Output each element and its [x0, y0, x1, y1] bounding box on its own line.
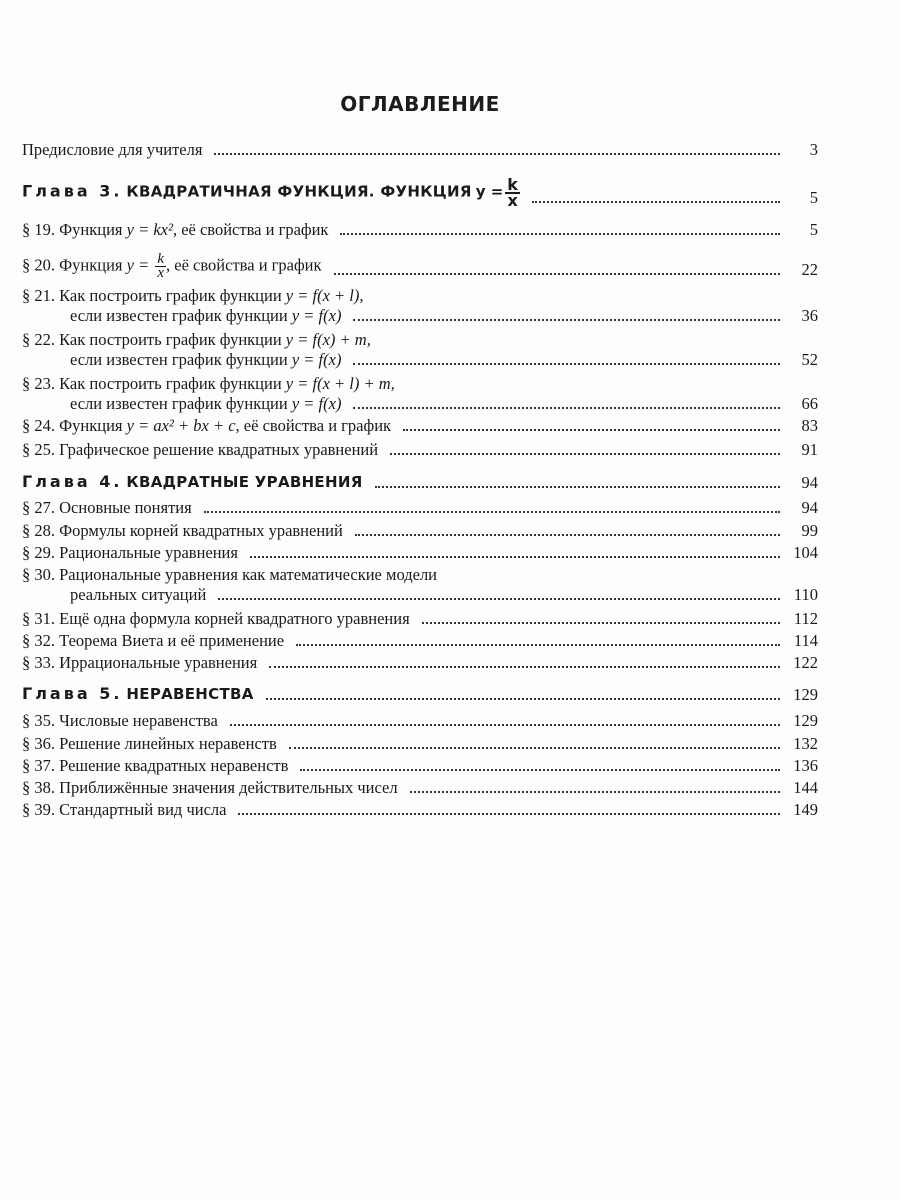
section-number: § 21. — [22, 286, 55, 305]
page-number: 112 — [793, 609, 818, 628]
leader-dots — [410, 791, 780, 793]
leader-dots — [532, 201, 780, 203]
page-number: 52 — [801, 350, 818, 369]
entry-text: Функция — [59, 220, 123, 239]
toc-entry-s38[interactable] — [22, 778, 818, 798]
toc-entry-s39[interactable] — [22, 800, 818, 820]
entry-label: Приближённые значения действительных чисел — [59, 778, 398, 797]
section-number: § 28. — [22, 521, 55, 540]
section-number: § 39. — [22, 800, 55, 819]
page-number: 36 — [801, 306, 818, 325]
toc-chapter-3[interactable] — [22, 175, 818, 210]
page-number: 136 — [793, 756, 818, 775]
toc-entry-preface[interactable] — [22, 140, 818, 160]
toc-entry-s27[interactable] — [22, 498, 818, 518]
leader-dots — [250, 556, 780, 558]
entry-text: , её свойства и график — [172, 220, 329, 239]
leader-dots — [353, 363, 780, 365]
section-number: § 32. — [22, 631, 55, 650]
entry-text: Как построить график функции — [59, 374, 282, 393]
toc-entry-s28[interactable] — [22, 521, 818, 541]
chapter-number: Глава 5. — [22, 684, 123, 703]
chapter-number: Глава 4. — [22, 472, 123, 491]
leader-dots — [214, 153, 780, 155]
section-number: § 30. — [22, 565, 55, 584]
leader-dots — [230, 724, 780, 726]
page-number: 22 — [801, 260, 818, 279]
page-number: 114 — [793, 631, 818, 650]
toc-entry-s23[interactable] — [22, 374, 818, 414]
section-number: § 31. — [22, 609, 55, 628]
page-number: 129 — [793, 711, 818, 730]
toc-entry-s19[interactable] — [22, 220, 818, 240]
formula: y = f(x + l), — [285, 286, 364, 305]
page-number: 91 — [801, 440, 818, 459]
entry-label: Теорема Виета и её применение — [59, 631, 285, 650]
entry-label: Рациональные уравнения — [59, 543, 238, 562]
leader-dots — [390, 453, 780, 455]
leader-dots — [355, 534, 780, 536]
toc-entry-s22[interactable] — [22, 330, 818, 370]
page-number: 3 — [809, 140, 818, 159]
page-number: 5 — [809, 220, 818, 239]
section-number: § 20. — [22, 255, 55, 275]
leader-dots — [204, 511, 780, 513]
entry-text: если известен график функции — [70, 306, 288, 325]
formula: y = kx² — [126, 220, 173, 239]
section-number: § 19. — [22, 220, 55, 239]
page-number: 149 — [793, 800, 818, 819]
chapter-title: НЕРАВЕНСТВА — [126, 685, 254, 703]
entry-text: реальных ситуаций — [70, 585, 207, 604]
page-number: 94 — [801, 498, 818, 517]
formula-lhs: y = — [126, 255, 150, 275]
chapter-number: Глава 3. — [22, 181, 123, 201]
entry-text: Функция — [59, 416, 123, 435]
leader-dots — [266, 698, 780, 700]
entry-text: , её свойства и график — [235, 416, 392, 435]
entry-label: Предисловие для учителя — [22, 140, 203, 159]
entry-text: если известен график функции — [70, 394, 288, 413]
toc-chapter-4[interactable] — [22, 472, 818, 493]
entry-text: , её свойства и график — [166, 255, 322, 275]
section-number: § 36. — [22, 734, 55, 753]
entry-label: Решение квадратных неравенств — [59, 756, 289, 775]
leader-dots — [334, 273, 780, 275]
page-number: 104 — [793, 543, 818, 562]
entry-text: если известен график функции — [70, 350, 288, 369]
page-number: 83 — [801, 416, 818, 435]
toc-entry-s35[interactable] — [22, 711, 818, 731]
toc-entry-s24[interactable] — [22, 416, 818, 436]
section-number: § 27. — [22, 498, 55, 517]
toc-entry-s33[interactable] — [22, 653, 818, 673]
section-number: § 38. — [22, 778, 55, 797]
entry-label: Графическое решение квадратных уравнений — [59, 440, 379, 459]
entry-label: Числовые неравенства — [59, 711, 218, 730]
leader-dots — [289, 747, 780, 749]
toc-chapter-5[interactable] — [22, 684, 818, 705]
leader-dots — [300, 769, 780, 771]
toc-entry-s30[interactable] — [22, 565, 818, 605]
entry-text: Рациональные уравнения как математические модели — [59, 565, 438, 584]
page-number: 132 — [793, 734, 818, 753]
page-number: 5 — [809, 188, 818, 207]
entry-text: Функция — [59, 255, 123, 275]
entry-text: Как построить график функции — [59, 330, 282, 349]
section-number: § 33. — [22, 653, 55, 672]
section-number: § 35. — [22, 711, 55, 730]
toc-entry-s21[interactable] — [22, 286, 818, 326]
formula: y = f(x) + m, — [285, 330, 371, 349]
toc-entry-s29[interactable] — [22, 543, 818, 563]
chapter-title: КВАДРАТНЫЕ УРАВНЕНИЯ — [126, 473, 363, 491]
leader-dots — [353, 407, 780, 409]
formula: y = f(x) — [291, 350, 342, 369]
page-number: 122 — [793, 653, 818, 672]
formula: y = f(x + l) + m, — [285, 374, 395, 393]
page-number: 129 — [793, 685, 818, 704]
formula: y = f(x) — [291, 306, 342, 325]
toc-entry-s37[interactable] — [22, 756, 818, 776]
leader-dots — [353, 319, 780, 321]
entry-label: Решение линейных неравенств — [59, 734, 277, 753]
section-number: § 23. — [22, 374, 55, 393]
leader-dots — [340, 233, 780, 235]
page-number: 144 — [793, 778, 818, 797]
leader-dots — [375, 486, 780, 488]
toc-entry-s36[interactable] — [22, 734, 818, 754]
entry-text: Как построить график функции — [59, 286, 282, 305]
entry-label: Иррациональные уравнения — [59, 653, 258, 672]
leader-dots — [422, 622, 780, 624]
formula: y = ax² + bx + c — [126, 416, 236, 435]
fraction-formula: $\frac{k}{x}$ — [157, 251, 165, 281]
section-number: § 37. — [22, 756, 55, 775]
leader-dots — [403, 429, 780, 431]
entry-label: Основные понятия — [59, 498, 192, 517]
chapter-title: КВАДРАТИЧНАЯ ФУНКЦИЯ. ФУНКЦИЯ — [126, 182, 472, 201]
toc-entry-s25[interactable] — [22, 440, 818, 460]
leader-dots — [296, 644, 780, 646]
toc-entry-s31[interactable] — [22, 609, 818, 629]
entry-label: Формулы корней квадратных уравнений — [59, 521, 343, 540]
leader-dots — [238, 813, 780, 815]
section-number: § 29. — [22, 543, 55, 562]
toc-entry-s32[interactable] — [22, 631, 818, 651]
page-number: 94 — [801, 473, 818, 492]
formula-lhs: y = — [475, 182, 504, 201]
entry-label: Ещё одна формула корней квадратного уравнения — [59, 609, 410, 628]
section-number: § 24. — [22, 416, 55, 435]
entry-label: Стандартный вид числа — [59, 800, 227, 819]
section-number: § 25. — [22, 440, 55, 459]
toc-title: ОГЛАВЛЕНИЕ — [340, 92, 500, 116]
page-number: 110 — [793, 585, 818, 604]
leader-dots — [218, 598, 780, 600]
toc-entry-s20[interactable] — [22, 253, 818, 280]
leader-dots — [269, 666, 780, 668]
page-number: 99 — [801, 521, 818, 540]
page-number: 66 — [801, 394, 818, 413]
fraction-formula: $\frac{k}{x}$ — [507, 175, 518, 210]
formula: y = f(x) — [291, 394, 342, 413]
section-number: § 22. — [22, 330, 55, 349]
